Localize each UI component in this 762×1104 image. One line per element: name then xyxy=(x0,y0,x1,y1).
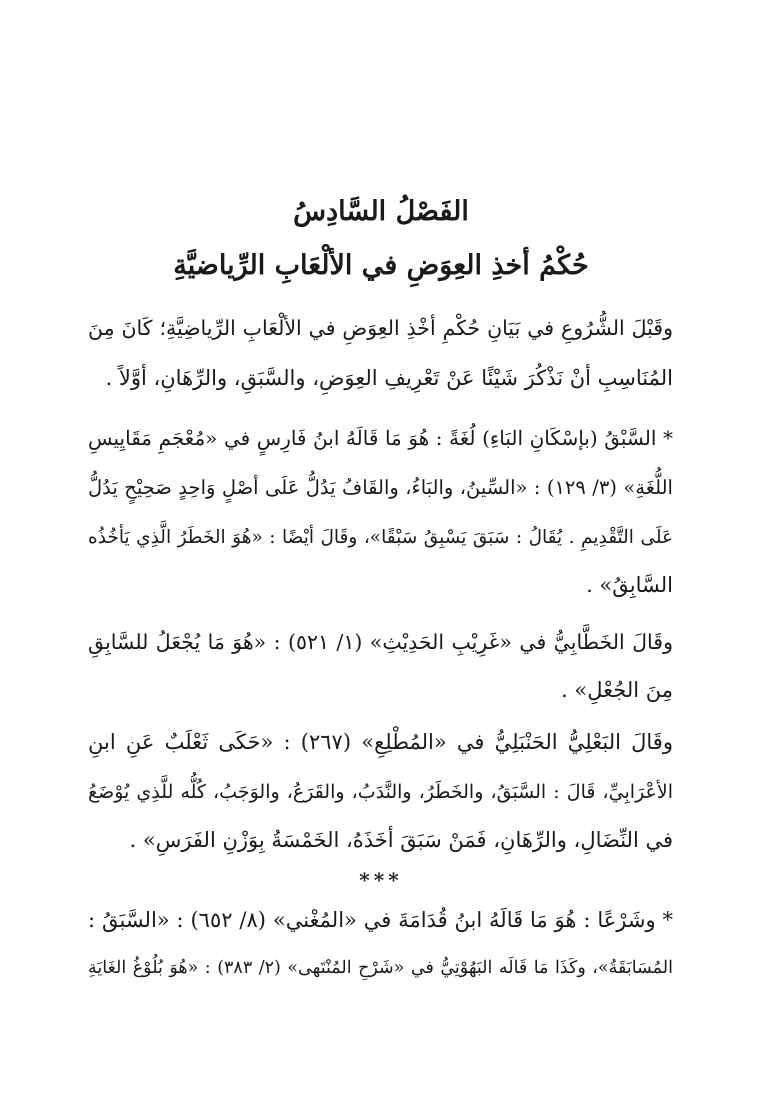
paragraph-line: عَلَى التَّقْدِيمِ . يُقَالُ : سَبَقَ يَسْبِقُ سَبْقًا»، وقَالَ أيْضًا : «هُوَ الخَطَرُ الَّذِي يَأخُذُه xyxy=(88,527,673,548)
paragraph-line: المُنَاسِبِ أنْ نَذْكُرَ شَيْئًا عَنْ تَعْرِيفِ العِوَضِ، والسَّبَقِ، والرِّهَانِ، أوَّلاً . xyxy=(105,366,673,390)
section-title: حُكْمُ أخذِ العِوَضِ في الألْعَابِ الرِّياضيَّةِ xyxy=(173,250,589,281)
paragraph-line: مِنَ الجُعْلِ» . xyxy=(561,678,673,702)
paragraph-line: وقَالَ البَعْلِيُّ الحَنْبَلِيُّ في «المُطْلِعِ» (٢٦٧) : «حَكَى ثَعْلَبٌ عَنِ ابنِ xyxy=(88,730,673,754)
paragraph-line: اللُّغَةِ» (٣/ ١٢٩) : «السِّينُ، والبَاءُ، والقَافُ يَدُلُّ عَلَى أصْلٍ وَاحِدٍ صَحِيْحٍ يَدُلُّ xyxy=(88,476,673,499)
paragraph-line: وقَالَ الخَطَّابِيُّ في «غَرِيْبِ الحَدِيْثِ» (١/ ٥٢١) : «هُوَ مَا يُجْعَلُ للسَّابِقِ xyxy=(88,630,673,654)
paragraph-line: الأعْرَابِيِّ، قَالَ : السَّبَقُ، والخَطَرُ، والنَّدَبُ، والقَرَعُ، والوَجَبُ، كُلُّه للَّذِي يُوْضَعُ xyxy=(88,781,673,803)
paragraph-line: * وشَرْعًا : هُوَ مَا قَالَهُ ابنُ قُدَامَةَ في «المُغْني» (٨/ ٦٥٢) : «السَّبَقُ : xyxy=(88,908,673,932)
section-divider: *** xyxy=(359,868,403,892)
paragraph-line: * السَّبْقُ (بإسْكَانِ البَاءِ) لُغَةً : هُوَ مَا قَالَهُ ابنُ فَارِسٍ في «مُعْجَمِ مَقَايِيسِ xyxy=(88,426,673,450)
paragraph-line: وقَبْلَ الشُّرُوعِ في بَيَانِ حُكْمِ أخْذِ العِوَضِ في الألْعَابِ الرِّياضِيَّةِ؛ كَانَ مِنَ xyxy=(88,316,673,340)
chapter-title: الفَصْلُ السَّادِسُ xyxy=(293,196,469,227)
paragraph-line: السَّابِقُ» . xyxy=(586,573,673,597)
paragraph-line: في النِّضَالِ، والرِّهَانِ، فَمَنْ سَبَقَ أخَذَهُ، الخَمْسَةُ بِوَزْنِ الفَرَسِ» . xyxy=(129,828,673,852)
paragraph-line: المُسَابَقَةُ»، وكَذَا مَا قَالَه البَهُوْتِيُّ في «شَرْحِ المُنْتَهى» (٢/ ٣٨٣) : «هُوَ بُلُوْغُ الغَايَةِ xyxy=(88,958,673,978)
